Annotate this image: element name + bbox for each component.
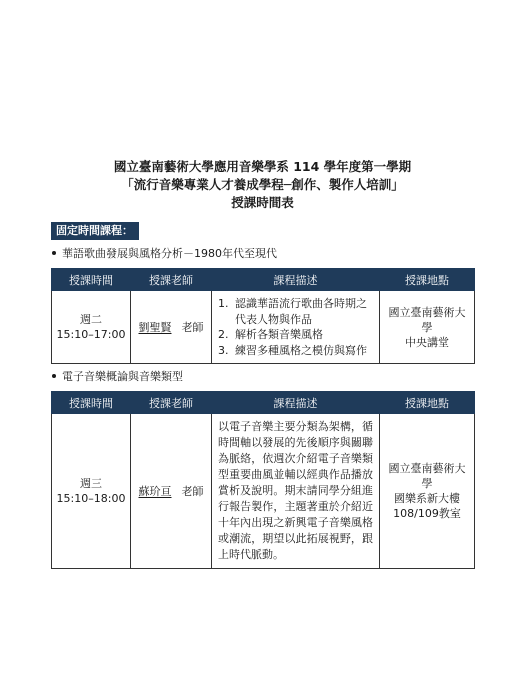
course-1-time-cell <box>52 291 131 364</box>
title-line-2: 「流行音樂專業人才養成學程─創作、製作人培訓」 <box>121 177 404 192</box>
course-1-time: 15:10–17:00 <box>56 328 126 341</box>
header-time: 授課時間 <box>52 392 131 414</box>
course-2-teacher-title: 老師 <box>181 484 204 498</box>
header-teacher: 授課老師 <box>131 392 212 414</box>
course-2-location-line3: 108/109教室 <box>393 507 461 520</box>
course-2-desc-text: 以電子音樂主要分類為架構，循時間軸以發展的先後順序與關聯為脈絡，依週次介紹電子音樂類型重要曲風並輔以經典作品播放賞析及說明。期末請同學分組進行報告製作，主題著重於介紹近十年內出現之新興電子音樂風格或潮流，期望以此拓展視野，跟上時代脈動。 <box>218 420 373 561</box>
bullet-icon <box>52 251 56 255</box>
list-item: 2. 解析各類音樂風格 <box>218 328 323 341</box>
course-1-desc-cell <box>212 291 380 364</box>
course-2-time: 15:10–18:00 <box>56 492 126 505</box>
header-desc: 課程描述 <box>212 269 380 291</box>
course-1-teacher-cell <box>131 291 212 364</box>
course-1-location-cell <box>380 291 475 364</box>
course-1-table <box>51 268 475 364</box>
header-location: 授課地點 <box>380 269 475 291</box>
course-1-teacher-name: 劉聖賢 <box>138 320 172 334</box>
table-row <box>52 414 475 569</box>
course-2-location-cell <box>380 414 475 569</box>
table-header-row <box>52 392 475 414</box>
header-desc: 課程描述 <box>212 392 380 414</box>
course-2-table <box>51 391 475 569</box>
table-row <box>52 291 475 364</box>
title-line-3: 授課時間表 <box>231 195 294 210</box>
header-time: 授課時間 <box>52 269 131 291</box>
course-2-time-cell <box>52 414 131 569</box>
header-teacher: 授課老師 <box>131 269 212 291</box>
course-1-teacher-title: 老師 <box>181 320 204 334</box>
course-1-heading-text: 華語歌曲發展與風格分析－1980年代至現代 <box>62 247 277 260</box>
course-1-desc-list <box>218 296 373 358</box>
course-2-location-line1: 國立臺南藝術大學 <box>388 462 466 490</box>
course-2-heading <box>51 370 183 384</box>
course-2-day: 週三 <box>80 477 102 490</box>
course-2-heading-text: 電子音樂概論與音樂類型 <box>62 370 183 383</box>
course-2-teacher-name: 蘇玠亘 <box>138 484 172 498</box>
course-2-location-line2: 國樂系新大樓 <box>394 492 460 505</box>
table-header-row <box>52 269 475 291</box>
bullet-icon <box>52 374 56 378</box>
list-item: 3. 練習多種風格之模仿與寫作 <box>218 343 367 357</box>
document-title <box>51 158 474 212</box>
header-location: 授課地點 <box>380 392 475 414</box>
list-item: 1. 認識華語流行歌曲各時期之代表人物與作品 <box>218 297 367 326</box>
course-2-desc-cell <box>212 414 380 569</box>
title-line-1: 國立臺南藝術大學應用音樂學系 114 學年度第一學期 <box>113 159 412 174</box>
course-1-location-line1: 國立臺南藝術大學 <box>388 305 466 334</box>
course-1-day: 週二 <box>80 313 102 326</box>
course-1-heading <box>51 247 277 261</box>
course-1-location-line2: 中央講堂 <box>405 335 449 349</box>
course-2-teacher-cell <box>131 414 212 569</box>
section-label-fixed-courses: 固定時間課程： <box>51 222 139 240</box>
